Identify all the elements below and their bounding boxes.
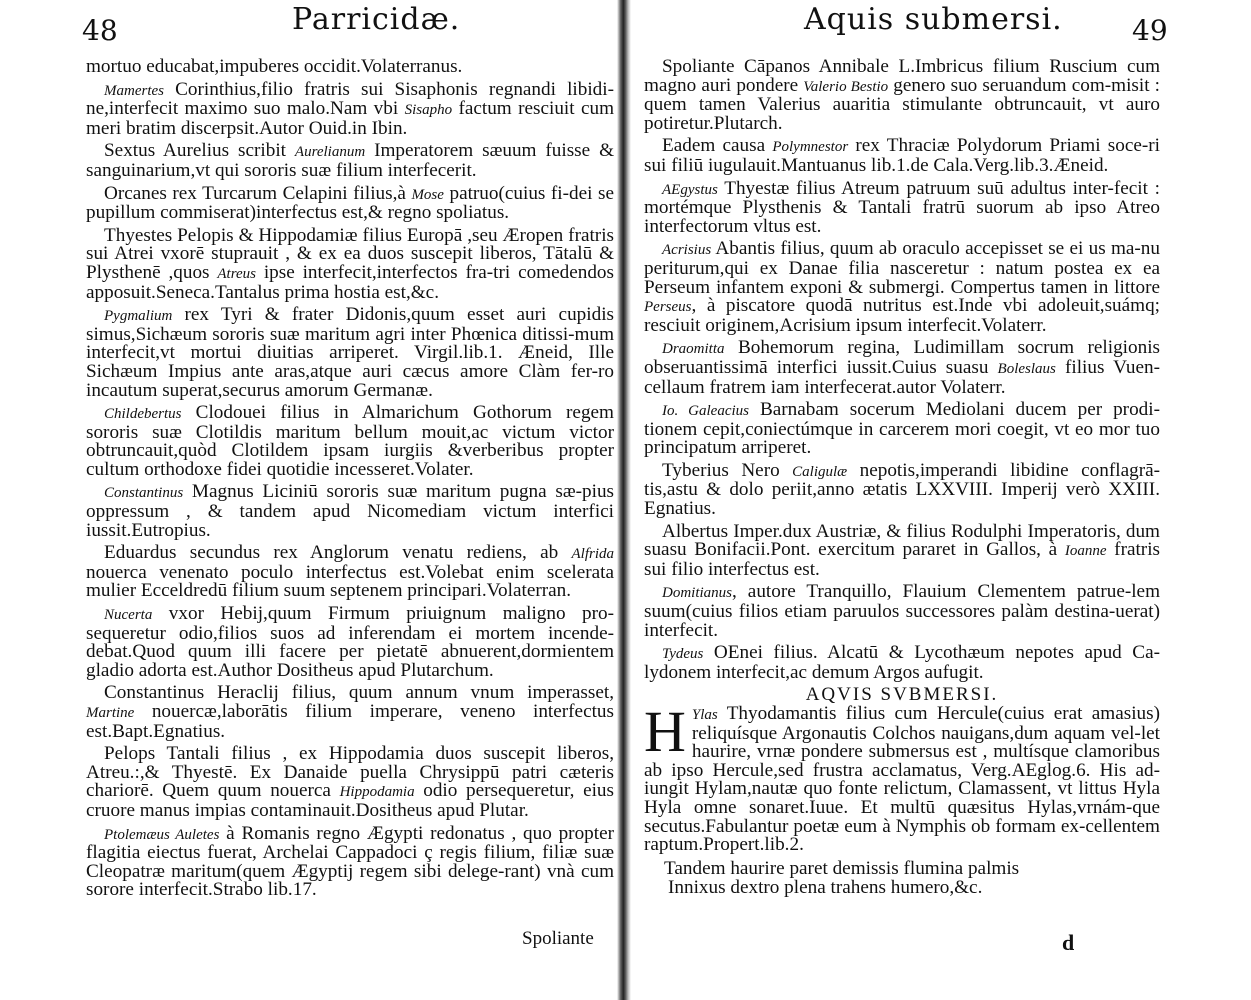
text-run: Imperatorem sæuum fuisse & sanguinarium,vt qui sororis suæ filium interfecerit. bbox=[86, 140, 614, 181]
text-run: vxor Hebij,quum Firmum priuignum maligno pro-sequeretur odio,filios suos ad inferendam ei mortem incende-debat.Quod quum illi facere per pietatē abnuerent,dormientem gladio adorta est.Author Dositheus apud Plutarchum. bbox=[86, 603, 614, 681]
italic-name: Martine bbox=[86, 705, 135, 721]
text-run: Thyestes Pelopis & Hippodamiæ filius Europā ,seu Æropen fratris sui Atrei vxorē stuprauit , & ex ea duos suscepit liberos, Tātalū & Plysthenē ,quos bbox=[86, 224, 614, 283]
italic-name: Mose bbox=[411, 186, 444, 203]
italic-name: AEgystus bbox=[662, 181, 718, 198]
paragraph bbox=[86, 684, 614, 741]
paragraph bbox=[86, 78, 614, 139]
italic-name: Boleslaus bbox=[997, 360, 1056, 377]
verse-quote bbox=[644, 859, 1160, 897]
text-run: Abantis filius, quum ab oraculo accepisset se ei us ma-nu periturum,qui ex Danae filia nasceretur : natum postea ex ea Perseum infantem exponi & submergi. Compertus tamen in littore bbox=[644, 238, 1160, 298]
paragraph bbox=[644, 644, 1160, 682]
italic-name: Mamertes bbox=[104, 82, 164, 99]
text-run: Thyestæ filius Atreum patruum suū adultus inter-fecit : mortémque Plysthenis & Tantali fratrū suorum ab ipso Atreo interfectorum vltus est. bbox=[644, 177, 1160, 237]
text-run: , autore Tranquillo, Flauium Clementem patrue-lem suum(cuius filios etiam paruulos successores palàm destina-uerat) interfecit. bbox=[644, 581, 1160, 641]
italic-name: Perseus bbox=[644, 299, 692, 316]
paragraph bbox=[86, 58, 614, 77]
paragraph bbox=[644, 459, 1160, 520]
text-run: nouerca venenato poculo interfectus est.Volebat enim scelerata mulier Ecceldredū filium suum septenem principari.Volaterran. bbox=[86, 561, 614, 602]
text-run: Eduardus secundus rex Anglorum venatu rediens, ab bbox=[104, 542, 572, 564]
paragraph bbox=[644, 339, 1160, 397]
text-run: patruo(cuius fi-dei se pupillum commiserat)interfectus est,& regno spoliatus. bbox=[86, 182, 614, 224]
italic-name: Domitianus bbox=[662, 585, 733, 602]
paragraph bbox=[86, 404, 614, 479]
text-run: mortuo educabat,impuberes occidit.Volaterranus. bbox=[86, 56, 463, 77]
paragraph bbox=[86, 306, 614, 400]
text-run: à Romanis regno Ægypti redonatus , quo propter flagitia eiectus fuerat, Archelai Cappadoci ç regis filium, filiæ suæ Cleopatræ maritum(quem Ægyptij regem sibi delege-rant) vnà cum sorore interfecit.Strabo lib.17. bbox=[86, 822, 614, 901]
italic-name: Childebertus bbox=[104, 406, 182, 423]
italic-name: Caligulæ bbox=[792, 463, 848, 480]
paragraph bbox=[86, 544, 614, 601]
paragraph bbox=[86, 745, 614, 820]
text-run: , à piscatore quodā nutritus est.Inde vbi adoleuit,suámq; resciuit originem,Acrisium ipsum interfecit.Volaterr. bbox=[644, 295, 1160, 336]
paragraph bbox=[644, 520, 1160, 580]
italic-name: Atreus bbox=[217, 265, 256, 282]
text-run: fratris sui filio interfectus est. bbox=[644, 539, 1160, 580]
text-run: Pelops Tantali filius , ex Hippodamia duos suscepit liberos, Atreu.:,& Thyestē. Ex Danaide puella Chrysippū patri cæteris chariorē. Quem quum nouerca bbox=[86, 743, 614, 802]
italic-name: Acrisius bbox=[662, 242, 712, 259]
text-run: filius Vuen-cellaum fratrem iam interfecerat.autor Volaterr. bbox=[644, 356, 1160, 398]
left-catchword: Spoliante bbox=[522, 928, 594, 949]
verse-line: Tandem haurire paret demissis flumina palmis bbox=[664, 857, 1020, 879]
text-run: Constantinus Heraclij filius, quum annum vnum imperasset, bbox=[104, 682, 614, 704]
italic-name: Draomitta bbox=[662, 341, 725, 358]
drop-cap-paragraph bbox=[644, 699, 1160, 856]
italic-name: Polymnestor bbox=[772, 139, 849, 156]
text-run: OEnei filius. Alcatū & Lycothæum nepotes apud Ca-lydonem interfecit,ac demum Argos aufugit. bbox=[644, 642, 1160, 683]
italic-name: Valerio Bestio bbox=[803, 78, 889, 95]
left-page-text bbox=[86, 58, 614, 904]
text-run: Spoliante Cāpanos Annibale L.Imbricus filium Ruscium cum magno auri pondere bbox=[644, 56, 1160, 96]
text-run: Barnabam socerum Mediolani ducem per prodi-tionem cepit,coniectúmque in carcerem mori coegit, vt eo mor tuo principatum arriperet. bbox=[644, 399, 1160, 459]
text-run: genero suo seruandum com-misit : quem tamen Valerius auaritia stimulante obtruncauit, vt auro potiretur.Plutarch. bbox=[644, 74, 1160, 134]
paragraph bbox=[86, 182, 614, 224]
italic-name: Pygmalium bbox=[104, 308, 173, 325]
text-run: Albertus Imper.dux Austriæ, & filius Rodulphi Imperatoris, dum suasu Bonifacii.Pont. exercitum pararet in Gallos, à bbox=[644, 520, 1160, 561]
text-run: Orcanes rex Turcarum Celapini filius,à bbox=[104, 182, 412, 204]
right-page-text bbox=[644, 58, 1160, 897]
paragraph bbox=[644, 137, 1160, 175]
section-heading: AQVIS SVBMERSI. bbox=[805, 684, 999, 706]
drop-cap: H bbox=[644, 699, 686, 764]
italic-name: Constantinus bbox=[104, 485, 184, 502]
text-run: Tyberius Nero bbox=[662, 459, 793, 481]
book-gutter bbox=[617, 0, 631, 1000]
left-page bbox=[0, 0, 622, 1000]
left-page-number: 48 bbox=[82, 14, 118, 47]
text-run: odio persequeretur, eius cruore manus impias contaminauit.Dositheus apud Plutar. bbox=[86, 780, 614, 821]
paragraph bbox=[86, 822, 614, 901]
text-run: Clodouei filius in Almarichum Gothorum regem sororis suæ Clotildis maritum bellum mouit,ac victum victor obtruncauit,quòd Clotildem ipsam iurgiis &verberibus propter cultum orthodoxe fidei quotidie incesseret.Volater. bbox=[86, 402, 614, 480]
right-page-number: 49 bbox=[1132, 14, 1168, 47]
drop-paragraph-text bbox=[644, 699, 1160, 856]
text-run: Corinthius,filio fratris sui Sisaphonis regnandi libidi-ne,interfecit maximo suo malo.Nam vbi bbox=[86, 78, 614, 120]
italic-name: Ptolemæus Auletes bbox=[104, 826, 220, 843]
italic-name: Sisapho bbox=[404, 102, 453, 119]
verse-line: Innixus dextro plena trahens humero,&c. bbox=[668, 876, 983, 898]
text-run: ipse interfecit,interfectos fra-tri comedendos apposuit.Seneca.Tantalus prima hostia est,&c. bbox=[86, 261, 614, 303]
text-run: nouercæ,laborātis filium imperare, veneno interfectus est.Bapt.Egnatius. bbox=[86, 701, 614, 742]
paragraph bbox=[86, 224, 614, 303]
paragraph bbox=[644, 583, 1160, 640]
right-page bbox=[630, 0, 1251, 1000]
text-run: Magnus Liciniū sororis suæ maritum pugna sæ-pius oppressum , & tandem apud Nicomediam victum interfici iussit.Eutropius. bbox=[86, 481, 614, 541]
text-run: factum resciuit cum meri bratim discerpsit.Autor Ouid.in Ibin. bbox=[86, 98, 614, 139]
paragraph bbox=[644, 177, 1160, 237]
signature-mark: d bbox=[1062, 930, 1075, 955]
italic-name: Ioanne bbox=[1064, 543, 1107, 560]
text-run: nepotis,imperandi libidine conflagrā-tis,astu & dolo periit,anno ætatis LXXVIII. Imperij verò XXIII. Egnatius. bbox=[644, 459, 1160, 520]
right-paragraphs bbox=[644, 58, 1160, 682]
text-run: Bohemorum regina, Ludimillam socrum religionis obseruantissimā interfici iussit.Cuius suasu bbox=[644, 337, 1160, 378]
italic-name: Ylas bbox=[691, 707, 718, 723]
text-run: Thyodamantis filius cum Hercule(cuius erat amasius) reliquísque Argonautis Colchos nauigans,dum aquam vel-let haurire, vrnæ pondere submersus est , multísque clamoribus ab ipso Hercule,sed frustra acclamatus, Verg.AEglog.6. His ad-iungit Hylam,nautæ quo fonte relictum, Clamassent, vt littus Hyla Hyla omne sonaret.Iuue. Et multū quæsitus Hylas,vrnám-que secutus.Fabulantur poetæ eum à Nymphis ob formam ex-cellentem raptum.Propert.lib.2. bbox=[644, 703, 1160, 856]
left-running-head: Parricidæ. bbox=[292, 2, 461, 37]
text-run: Eadem causa bbox=[662, 135, 773, 157]
paragraph bbox=[86, 605, 614, 680]
italic-name: Hippodamia bbox=[339, 784, 415, 801]
italic-name: Aurelianum bbox=[294, 144, 366, 161]
paragraph bbox=[644, 58, 1160, 133]
text-run: rex Thraciæ Polydorum Priami soce-ri sui filiū iugulauit.Mantuanus lib.1.de Cala.Verg.lib.3.Æneid. bbox=[644, 135, 1160, 176]
italic-name: Nucerta bbox=[104, 607, 153, 624]
paragraph bbox=[86, 142, 614, 180]
text-run: Sextus Aurelius scribit bbox=[104, 140, 295, 162]
italic-name: Tydeus bbox=[662, 646, 704, 663]
italic-name: Io. Galeacius bbox=[662, 403, 749, 420]
paragraph bbox=[86, 483, 614, 540]
italic-name: Alfrida bbox=[571, 546, 614, 563]
paragraph bbox=[644, 401, 1160, 458]
text-run: rex Tyri & frater Didonis,quum esset auri cupidis simus,Sichæum sororis suæ maritum agri inter Phœnica ditissi-mum interfecit,vt mortui diuitias arriperet. Virgil.lib.1. Æneid, Ille Sichæum Impius ante aras,atque auri cæcus amore Clàm fer-ro incautum superat,securus amorum Germanæ. bbox=[86, 304, 614, 401]
paragraph bbox=[644, 240, 1160, 335]
right-running-head: Aquis submersi. bbox=[804, 2, 1063, 37]
